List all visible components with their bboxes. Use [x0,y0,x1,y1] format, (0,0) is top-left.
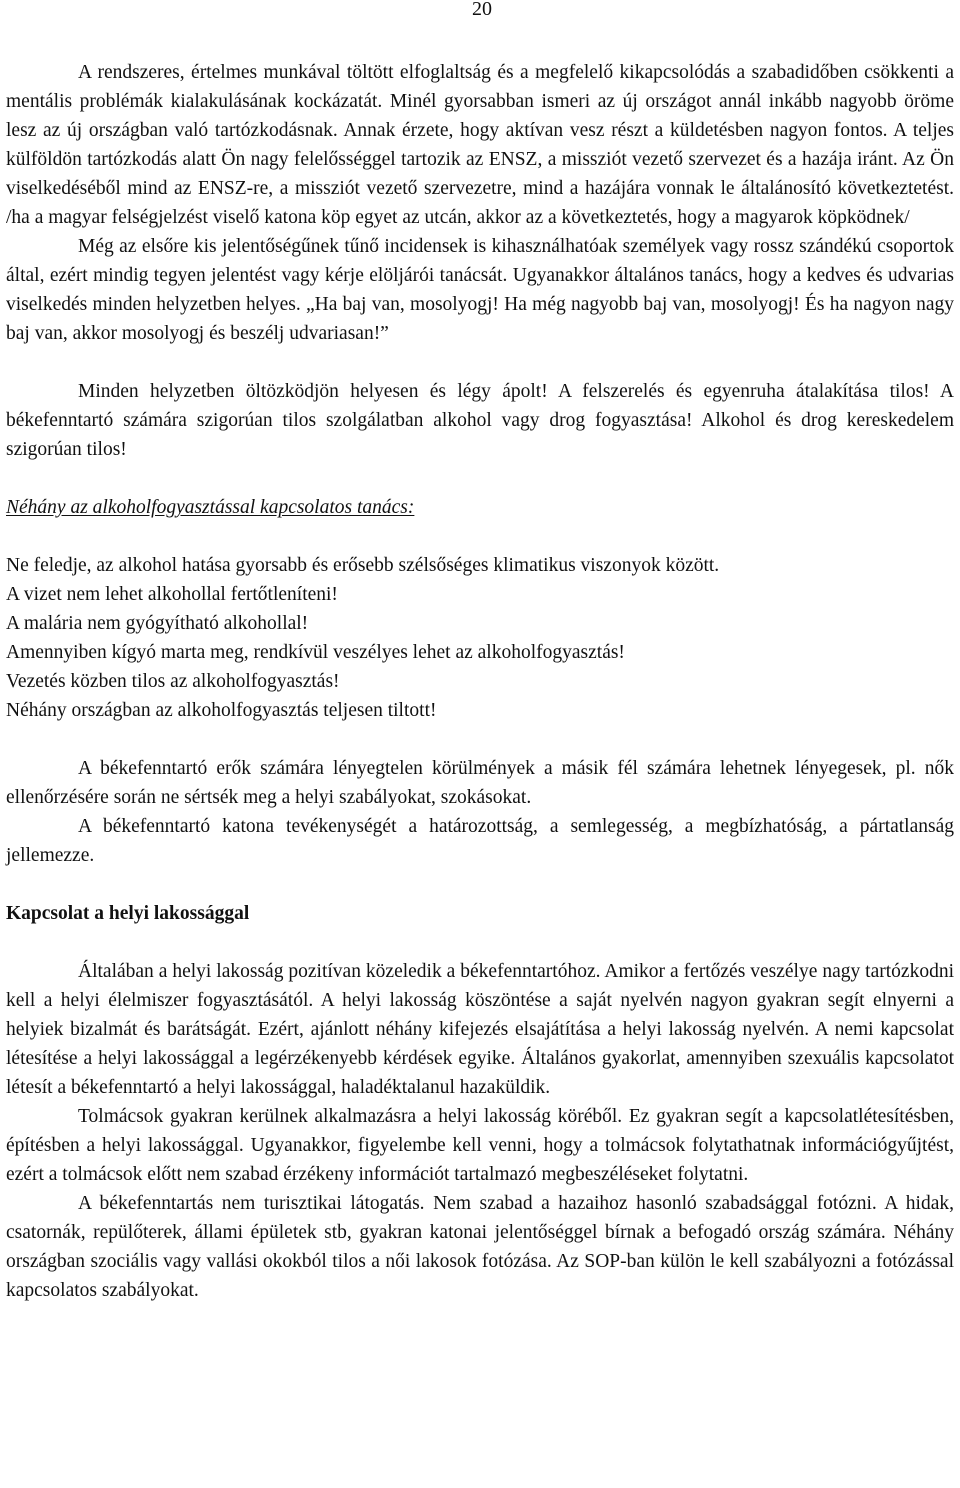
alcohol-tips-list [6,551,954,725]
spacer [6,348,954,377]
list-item: Amennyiben kígyó marta meg, rendkívül veszélyes lehet az alkoholfogyasztás! [6,642,625,663]
section-heading: Kapcsolat a helyi lakossággal [6,903,250,924]
paragraph-mental-health: A rendszeres, értelmes munkával töltött elfoglaltság és a megfelelő kikapcsolódás a szabadidőben csökkenti a mentális problémák kialakulásának kockázatát. Minél gyorsabban ismeri az új országot annál inkább nagyobb öröme lesz az új országban való tartózkodásnak. Annak érzete, hogy aktívan vesz részt a küldetésben nagyon fontos. A teljes külföldön tartózkodás alatt Ön nagy felelősséggel tartozik az ENSZ, a missziót vezető szervezet és a hazája iránt. Az Ön viselkedéséből mind az ENSZ-re, a missziót vezető szervezetre, mind a hazájára vonnak le általánosító következtetést. /ha a magyar felségjelzést viselő katona köp egyet az utcán, akkor az a következtetés, hogy a magyarok köpködnek/ [6,62,954,228]
spacer [6,464,954,493]
spacer [6,522,954,551]
paragraph-photography: A békefenntartás nem turisztikai látogatás. Nem szabad a hazaihoz hasonló szabadsággal fotózni. A hidak, csatornák, repülőterek, állami épületek stb, gyakran katonai jelentőséggel bírnak a befogadó ország számára. Néhány országban szociális vagy vallási okokból tilos a női lakosok fotózása. Az SOP-ban külön le kell szabályozni a fotózással kapcsolatos szabályokat. [6,1193,954,1301]
paragraph-incidents: Még az elsőre kis jelentőségűnek tűnő incidensek is kihasználhatóak személyek vagy rossz szándékú csoportok által, ezért mindig tegyen jelentést vagy kérje elöljárói tanácsát. Ugyanakkor általános tanács, hogy a kedves és udvarias viselkedés minden helyzetben helyes. „Ha baj van, mosolyogj! Ha még nagyobb baj van, mosolyogj! És ha nagyon nagy baj van, akkor mosolyogj és beszélj udvariasan!” [6,236,954,344]
spacer [6,870,954,899]
spacer [6,725,954,754]
list-item: Néhány országban az alkoholfogyasztás teljesen tiltott! [6,700,437,721]
page-content [6,58,954,1305]
list-item: Vezetés közben tilos az alkoholfogyasztás! [6,671,340,692]
list-item: A vizet nem lehet alkohollal fertőtleníteni! [6,584,338,605]
alcohol-heading-text: Néhány az alkoholfogyasztással kapcsolatos tanács: [6,497,415,518]
list-item: Ne feledje, az alkohol hatása gyorsabb és erősebb szélsőséges klimatikus viszonyok között. [6,555,720,576]
paragraph-local-customs: A békefenntartó erők számára lényegtelen körülmények a másik fél számára lehetnek lényegesek, pl. nők ellenőrzésére során ne sértsék meg a helyi szabályokat, szokásokat. [6,758,954,808]
alcohol-heading [6,493,954,522]
paragraph-interpreters: Tolmácsok gyakran kerülnek alkalmazásra a helyi lakosság köréből. Ez gyakran segít a kapcsolatlétesítésben, építésben a helyi lakossággal. Ugyanakkor, figyelembe kell venni, hogy a tolmácsok folytathatnak információgyűjtést, ezért a tolmácsok előtt nem szabad érzékeny információt tartalmazó megbeszéléseket folytatni. [6,1106,954,1185]
paragraph-soldier-conduct: A békefenntartó katona tevékenységét a határozottság, a semlegesség, a megbízhatóság, a pártatlanság jellemezze. [6,816,954,866]
list-item: A malária nem gyógyítható alkohollal! [6,613,309,634]
paragraph-dress-code: Minden helyzetben öltözködjön helyesen és légy ápolt! A felszerelés és egyenruha átalakítása tilos! A békefenntartó számára szigorúan tilos szolgálatban alkohol vagy drog fogyasztása! Alkohol és drog kereskedelem szigorúan tilos! [6,381,954,460]
spacer [6,928,954,957]
paragraph-local-population: Általában a helyi lakosság pozitívan közeledik a békefenntartóhoz. Amikor a fertőzés veszélye nagy tartózkodni kell a helyi élelmiszer fogyasztásától. A helyi lakosság köszöntése a saját nyelvén nagyon gyakran segít elnyerni a helyiek bizalmát és barátságát. Ezért, ajánlott néhány kifejezés elsajátítása a helyi lakosság nyelvén. A nemi kapcsolat létesítése a helyi lakossággal a legérzékenyebb kérdések egyike. Általános gyakorlat, amennyiben szexuális kapcsolatot létesít a békefenntartó a helyi lakossággal, haladéktalanul hazaküldik. [6,961,954,1098]
page-number: 20 [472,0,492,20]
